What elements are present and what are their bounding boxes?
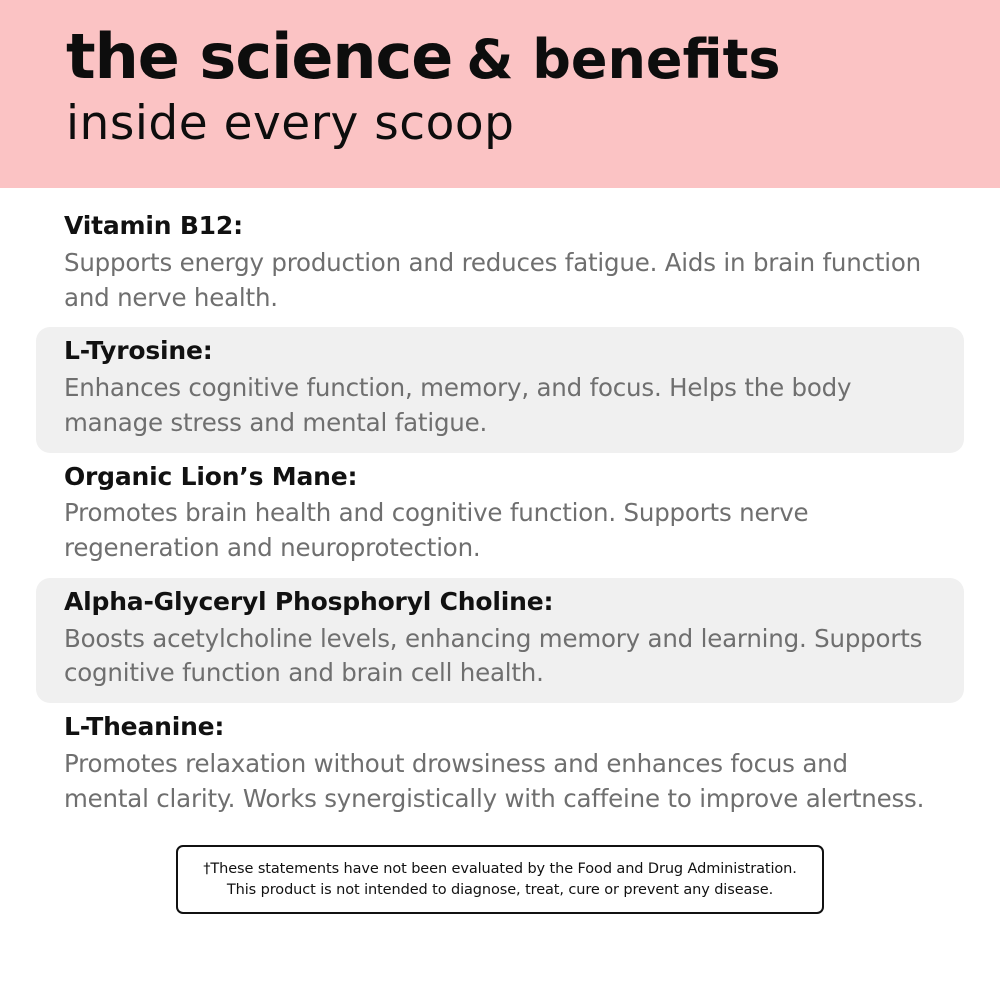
ingredient-name: Organic Lion’s Mane: — [64, 461, 358, 491]
ingredient-description: Promotes relaxation without drowsiness and enhances focus and mental clarity. Works synergistically with caffeine to improve alertness. — [64, 749, 925, 813]
disclaimer-wrapper — [0, 845, 1000, 914]
ingredient-name: Alpha-Glyceryl Phosphoryl Choline: — [64, 586, 554, 616]
disclaimer-box — [176, 845, 824, 914]
ingredient-name: L-Tyrosine: — [64, 336, 213, 366]
list-item — [36, 578, 964, 703]
list-item — [36, 327, 964, 452]
header-banner — [0, 0, 1000, 188]
page-subtitle: inside every scoop — [66, 96, 515, 151]
page-title-primary: the science — [66, 20, 453, 93]
page-title-secondary: & benefits — [466, 28, 781, 91]
ingredient-list — [0, 188, 1000, 829]
list-item — [36, 453, 964, 578]
ingredient-description: Enhances cognitive function, memory, and focus. Helps the body manage stress and mental fatigue. — [64, 373, 852, 437]
list-item — [36, 703, 964, 828]
disclaimer-line-1: †These statements have not been evaluated by the Food and Drug Administration. — [203, 860, 797, 877]
header-title-line — [66, 20, 1000, 93]
ingredient-description: Boosts acetylcholine levels, enhancing memory and learning. Supports cognitive function and brain cell health. — [64, 623, 923, 688]
disclaimer-line-2: This product is not intended to diagnose, treat, cure or prevent any disease. — [226, 881, 774, 898]
ingredient-name: Vitamin B12: — [64, 211, 243, 240]
ingredient-name: L-Theanine: — [64, 712, 225, 742]
ingredient-description: Supports energy production and reduces fatigue. Aids in brain function and nerve health. — [64, 247, 921, 312]
ingredient-description: Promotes brain health and cognitive function. Supports nerve regeneration and neuroprotection. — [64, 498, 809, 563]
list-item — [36, 202, 964, 327]
